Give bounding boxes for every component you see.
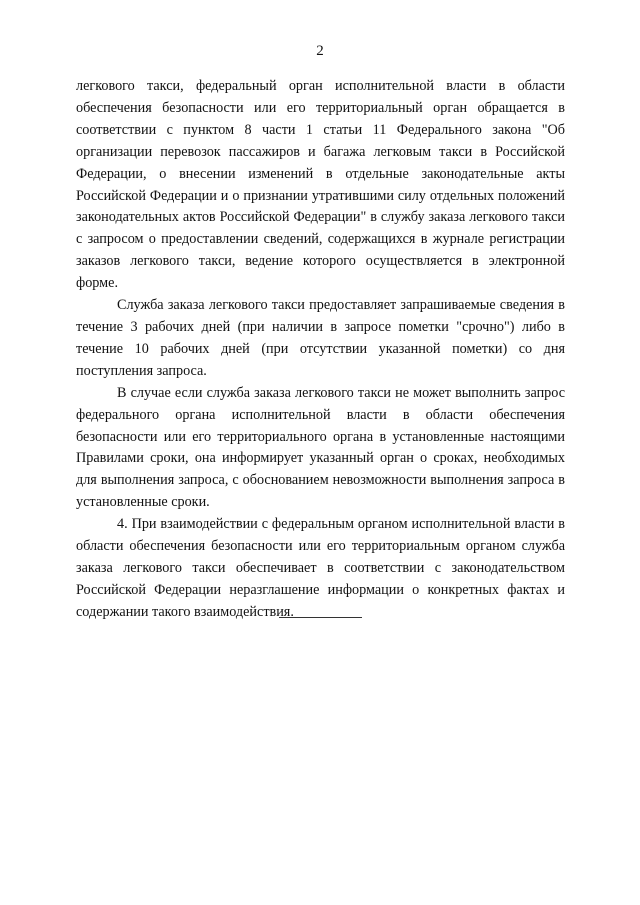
paragraph-response-deadline: Служба заказа легкового такси предоставляет запрашиваемые сведения в течение 3 рабочих дней (при наличии в запросе пометки "срочно") либо в течение 10 рабочих дней (при отсутствии указанной пометки) со дня поступления запроса. bbox=[76, 297, 565, 379]
paragraph-inability-notice: В случае если служба заказа легкового такси не может выполнить запрос федерального органа исполнительной власти в области обеспечения безопасности или его территориального органа в установленные настоящими Правилами сроки, она информирует указанный орган о сроках, необходимых для выполнения запроса, с обоснованием невозможности выполнения запроса в установленные сроки. bbox=[76, 384, 565, 511]
page-number: 2 bbox=[316, 43, 324, 59]
document-body bbox=[76, 76, 565, 624]
end-of-document-divider bbox=[279, 617, 362, 618]
paragraph-confidentiality: 4. При взаимодействии с федеральным органом исполнительной власти в области обеспечения безопасности или его территориальным органом служба заказа легкового такси обеспечивает в соответствии с законодательством Российской Федерации неразглашение информации о конкретных фактах и содержании такого взаимодействия. bbox=[76, 516, 565, 620]
paragraph-continuation: легкового такси, федеральный орган исполнительной власти в области обеспечения безопасности или его территориальный орган обращается в соответствии с пунктом 8 части 1 статьи 11 Федерального закона "Об организации перевозок пассажиров и багажа легковым такси в Российской Федерации, о внесении изменений в отдельные законодательные акты Российской Федерации и о признании утратившими силу отдельных положений законодательных актов Российской Федерации" в службу заказа легкового такси с запросом о предоставлении сведений, содержащихся в журнале регистрации заказов легкового такси, ведение которого осуществляется в электронной форме. bbox=[76, 78, 565, 292]
